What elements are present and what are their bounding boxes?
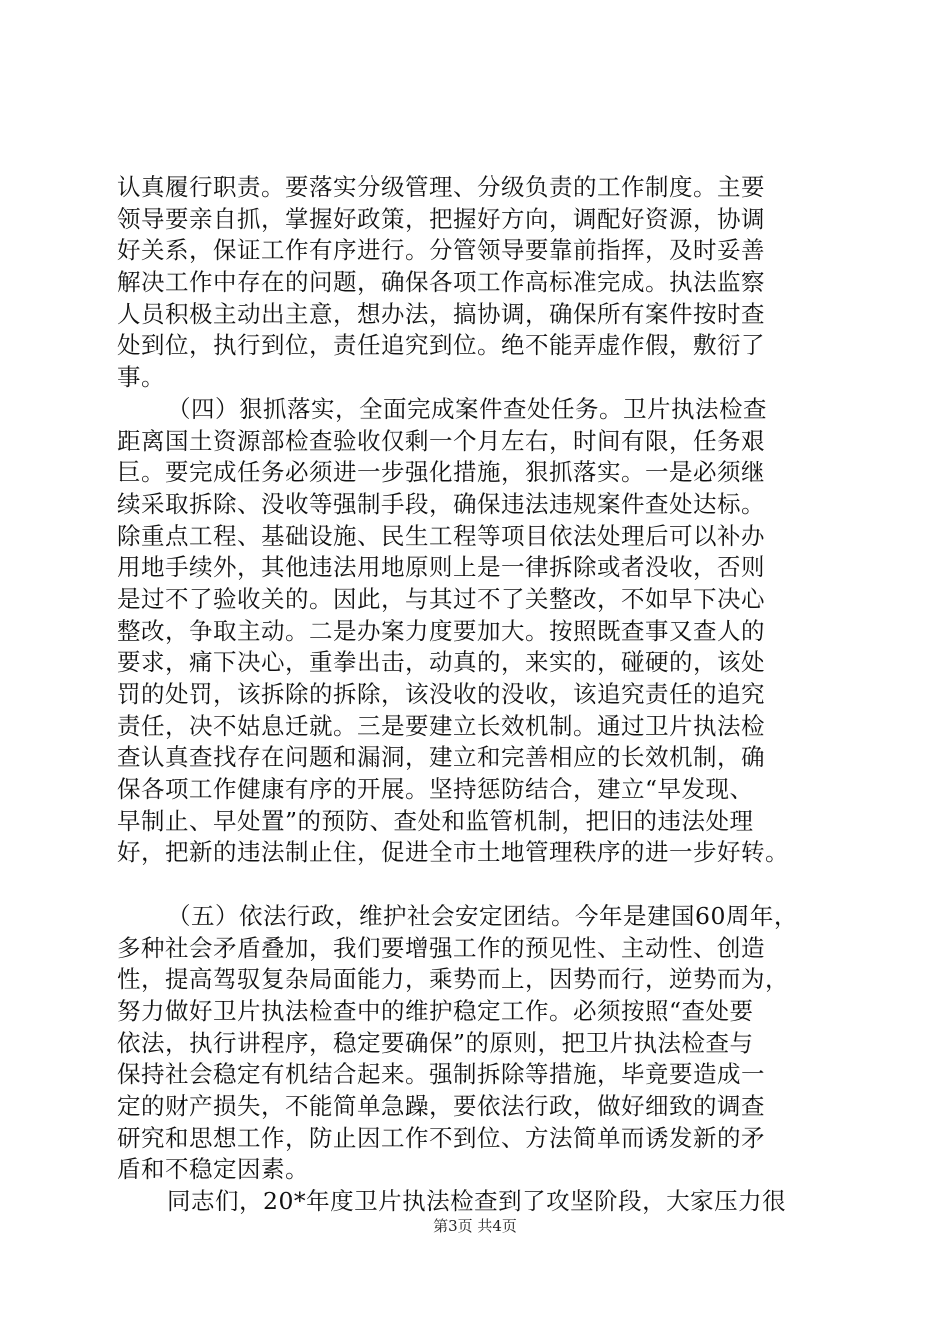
closing-paragraph-line: 同志们，20*年度卫片执法检查到了攻坚阶段，大家压力很 [167,1187,787,1215]
text-line: 责任，决不姑息迁就。三是要建立长效机制。通过卫片执法检 [117,711,765,740]
text-line: 事。 [117,363,165,392]
text-line: 巨。要完成任务必须进一步强化措施，狠抓落实。一是必须继 [117,458,765,487]
section-heading-line: （四）狠抓落实，全面完成案件查处任务。卫片执法检查 [167,394,767,423]
text-line: 人员积极主动出主意，想办法，搞协调，确保所有案件按时查 [117,299,765,328]
text-line: 罚的处罚，该拆除的拆除，该没收的没收，该追究责任的追究 [117,680,765,708]
text-line: 处到位，执行到位，责任追究到位。绝不能弄虚作假，敷衍了 [117,331,765,360]
text-line: 距离国土资源部检查验收仅剩一个月左右，时间有限，任务艰 [117,426,765,455]
text-line: 早制止、早处置”的预防、查处和监管机制，把旧的违法处理 [117,806,754,835]
text-line: 认真履行职责。要落实分级管理、分级负责的工作制度。主要 [117,173,765,201]
text-line: 除重点工程、基础设施、民生工程等项目依法处理后可以补办 [117,521,765,550]
text-line: 要求，痛下决心，重拳出击，动真的，来实的，碰硬的，该处 [117,648,765,677]
document-body [117,172,837,1218]
text-line: 好关系，保证工作有序进行。分管领导要靠前指挥，及时妥善 [117,236,765,265]
text-line: 解决工作中存在的问题，确保各项工作高标准完成。执法监察 [117,268,765,297]
section-heading-line: （五）依法行政，维护社会安定团结。今年是建国60周年， [167,901,798,930]
page-footer [0,1216,950,1236]
text-line: 定的财产损失，不能简单急躁，要依法行政，做好细致的调查 [117,1091,765,1120]
text-line: 研究和思想工作，防止因工作不到位、方法简单而诱发新的矛 [117,1123,765,1152]
paragraph-gap [117,869,837,901]
text-line: 努力做好卫片执法检查中的维护稳定工作。必须按照“查处要 [117,996,754,1025]
text-line: 保各项工作健康有序的开展。坚持惩防结合，建立“早发现、 [117,775,754,804]
text-line: 盾和不稳定因素。 [117,1155,309,1184]
text-line: 续采取拆除、没收等强制手段，确保违法违规案件查处达标。 [117,489,765,518]
text-line: 用地手续外，其他违法用地原则上是一律拆除或者没收，否则 [117,553,765,582]
text-line: 性，提高驾驭复杂局面能力，乘势而上，因势而行，逆势而为， [117,965,789,994]
text-line: 多种社会矛盾叠加，我们要增强工作的预见性、主动性、创造 [117,933,765,962]
text-line: 领导要亲自抓，掌握好政策，把握好方向，调配好资源，协调 [117,204,765,233]
text-line: 是过不了验收关的。因此，与其过不了关整改，不如早下决心 [117,584,765,613]
text-line: 整改，争取主动。二是办案力度要加大。按照既查事又查人的 [117,616,765,645]
page-number-label: 第3页 共4页 [433,1217,517,1235]
text-line: 保持社会稳定有机结合起来。强制拆除等措施，毕竟要造成一 [117,1060,765,1089]
text-line: 好，把新的违法制止住，促进全市土地管理秩序的进一步好转。 [117,838,789,867]
text-line: 查认真查找存在问题和漏洞，建立和完善相应的长效机制，确 [117,743,765,772]
text-line: 依法，执行讲程序，稳定要确保”的原则，把卫片执法检查与 [117,1028,754,1057]
